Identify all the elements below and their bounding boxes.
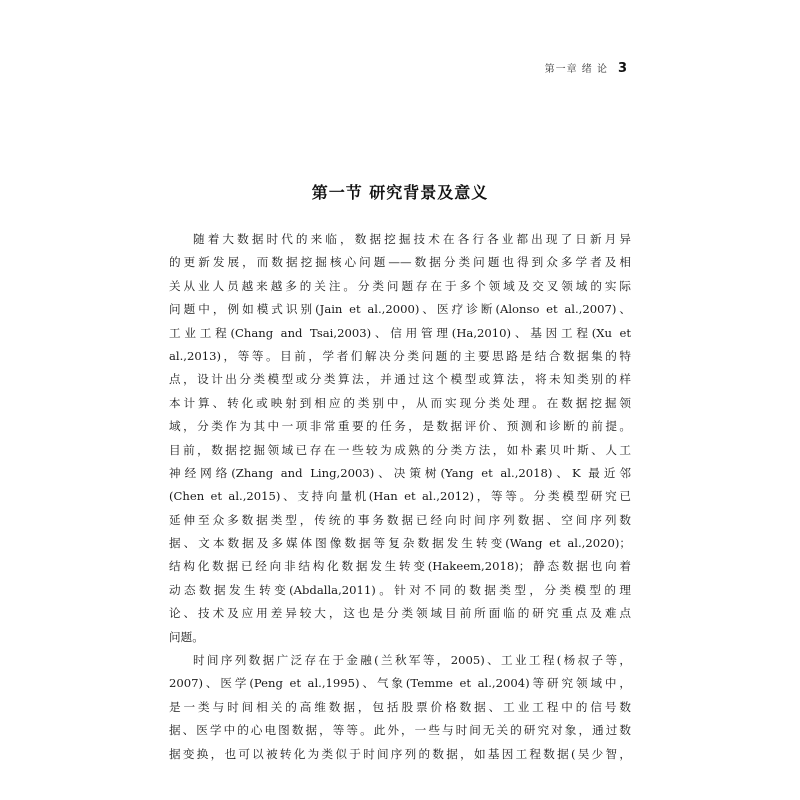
page-number: 3	[617, 61, 627, 76]
text-line: 本计算、转化或映射到相应的类别中，从而实现分类处理。在数据挖掘领	[169, 395, 631, 410]
body-text	[169, 228, 631, 766]
text-line: 是一类与时间相关的高维数据，包括股票价格数据、工业工程中的信号数	[169, 699, 631, 714]
running-header	[545, 60, 627, 76]
text-line: 随着大数据时代的来临，数据挖掘技术在各行各业都出现了日新月异	[193, 232, 631, 246]
text-line: (Chen et al.,2015)、支持向量机(Han et al.,2012)，等等。分类模型研究已	[169, 489, 631, 504]
text-line: 问题中，例如模式识别(Jain et al.,2000)、医疗诊断(Alonso et al.,2007)、	[169, 302, 631, 317]
text-line: 点，设计出分类模型或分类算法，并通过这个模型或算法，将未知类别的样	[169, 372, 631, 387]
text-line: 据、文本数据及多媒体图像数据等复杂数据发生转变(Wang et al.,2020)；	[169, 536, 631, 551]
text-line: 关从业人员越来越多的关注。分类问题存在于多个领域及交叉领域的实际	[169, 278, 631, 293]
text-line: 工业工程(Chang and Tsai,2003)、信用管理(Ha,2010)、基因工程(Xu et	[169, 325, 631, 340]
text-line: 论、技术及应用差异较大，这也是分类领域目前所面临的研究重点及难点	[169, 606, 631, 621]
text-line: 结构化数据已经向非结构化数据发生转变(Hakeem,2018)；静态数据也向着	[169, 559, 631, 574]
text-line: 据变换，也可以被转化为类似于时间序列的数据，如基因工程数据(吴少智，	[169, 746, 631, 761]
text-line: 时间序列数据广泛存在于金融(兰秋军等，2005)、工业工程(杨叔子等，	[193, 653, 631, 668]
text-line: 目前，数据挖掘领域已存在一些较为成熟的分类方法，如朴素贝叶斯、人工	[169, 442, 631, 457]
text-line: 延伸至众多数据类型，传统的事务数据已经向时间序列数据、空间序列数	[169, 512, 631, 527]
text-line: 的更新发展，而数据挖掘核心问题——数据分类问题也得到众多学者及相	[169, 255, 631, 270]
section-title: 第一节 研究背景及意义	[311, 183, 489, 202]
text-line: 据、医学中的心电图数据，等等。此外，一些与时间无关的研究对象，通过数	[169, 723, 631, 738]
text-line: 2007)、医学(Peng et al.,1995)、气象(Temme et al.,2004)等研究领域中，	[169, 676, 631, 691]
text-line: 神经网络(Zhang and Ling,2003)、决策树(Yang et al.,2018)、K 最近邻	[169, 465, 631, 480]
text-line: 动态数据发生转变(Abdalla,2011)。针对不同的数据类型，分类模型的理	[169, 582, 631, 597]
paragraph	[169, 228, 631, 649]
chapter-title: 第一章 绪 论	[544, 64, 608, 75]
text-line: al.,2013)，等等。目前，学者们解决分类问题的主要思路是结合数据集的特	[169, 348, 631, 363]
paragraph	[169, 649, 631, 766]
text-line: 域，分类作为其中一项非常重要的任务，是数据评价、预测和诊断的前提。	[169, 419, 631, 434]
text-line: 问题。	[169, 629, 204, 644]
